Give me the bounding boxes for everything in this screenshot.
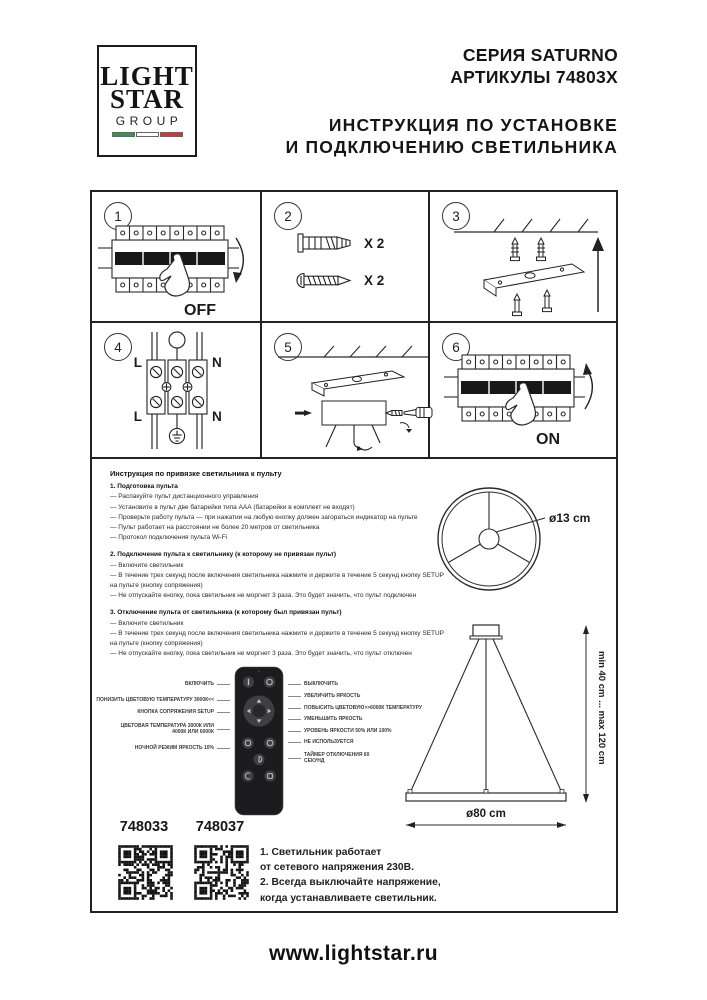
canopy-install-drawing (264, 343, 444, 455)
qr-code-748037 (189, 840, 253, 904)
screw-qty-label: X 2 (364, 273, 385, 288)
callout-line (288, 696, 301, 697)
callout-line (217, 684, 230, 685)
articles-line: АРТИКУЛЫ 74803X (450, 67, 618, 87)
pairing-section-3-heading: 3. Отключение пульта от светильника (к которому был привязан пульт) (110, 609, 342, 617)
details-panel (92, 459, 616, 911)
italian-flag-stripe (112, 132, 183, 137)
model-number-748033: 748033 (119, 819, 169, 835)
wire-label-l-top: L (133, 355, 142, 370)
callout-line (217, 712, 230, 713)
step-5-panel (262, 323, 430, 459)
callout-line (217, 748, 230, 749)
pairing-item: — Не отпускайте кнопку, пока светильник не моргнет 3 раза. Это будет значить, что пульт подключен (110, 592, 417, 600)
arrow-up (583, 363, 592, 375)
step-3-panel (430, 192, 616, 323)
callout-line (288, 731, 301, 732)
pairing-item: — Пульт работает на расстоянии не более 20 метров от светильника (110, 524, 320, 532)
note-line: 2. Всегда выключайте напряжение, (260, 877, 441, 889)
off-label: OFF (184, 302, 216, 319)
step-4-panel (92, 323, 262, 459)
remote-label-decrease-brightness: УМЕНЬШИТЬ ЯРКОСТЬ (288, 716, 448, 722)
night-mode-button[interactable] (242, 770, 253, 781)
remote-label-off-timer: ТАЙМЕР ОТКЛЮЧЕНИЯ 60 СЕКУНД (288, 752, 448, 764)
step-4-number: 4 (104, 333, 132, 361)
ir-emitter (258, 670, 260, 672)
step-1-panel (92, 192, 262, 323)
pairing-item: — Распакуйте пульт дистанционного управления (110, 493, 259, 501)
remote-label-off: ВЫКЛЮЧИТЬ (288, 681, 448, 687)
callout-line (288, 708, 301, 709)
step-2-number: 2 (274, 202, 302, 230)
lightstar-logo (97, 45, 197, 157)
wire-label-n-top: N (212, 355, 222, 370)
pairing-item: — Включите светильник (110, 561, 184, 569)
step-6-number: 6 (442, 333, 470, 361)
note-line: 1. Светильник работает (260, 847, 382, 858)
setup-button[interactable] (252, 704, 265, 717)
series-line: СЕРИЯ SATURNO (462, 45, 618, 65)
website-url[interactable]: www.lightstar.ru (269, 942, 438, 965)
note-line: когда устанавливаете светильник. (260, 892, 437, 904)
ceiling-bracket-drawing (436, 206, 612, 320)
remote-label-night-mode: НОЧНОЙ РЕЖИМ ЯРКОСТЬ 10% (92, 745, 230, 751)
note-line: от сетевого напряжения 230В. (260, 862, 414, 874)
qr-code-748033 (113, 840, 177, 904)
pairing-item: — Проверьте работу пульта — при нажатии на любую кнопку должен загораться индикатор на пульте (110, 513, 418, 521)
remote-label-brightness-level: УРОВЕНЬ ЯРКОСТИ 50% ИЛИ 100% (288, 728, 448, 734)
pairing-section-1-heading: 1. Подготовка пульта (110, 483, 178, 491)
safety-notes (260, 845, 441, 906)
step-5-number: 5 (274, 333, 302, 361)
circuit-breaker-on-drawing (442, 347, 604, 449)
remote-label-increase-brightness: УВЕЛИЧИТЬ ЯРКОСТЬ (288, 693, 448, 699)
remote-label-lower-color-temp: ПОНИЗИТЬ ЦВЕТОВУЮ ТЕМПЕРАТУРУ 3000К<< (92, 697, 230, 703)
pairing-item: — Включите светильник (110, 619, 184, 627)
flag-red (160, 132, 183, 137)
terminal-block-drawing (100, 329, 254, 455)
suspension-height-label: min 40 cm ... max 120 cm (596, 651, 607, 765)
step-2-panel (262, 192, 430, 323)
wire-label-n-bottom: N (212, 409, 222, 424)
step-3-number: 3 (442, 202, 470, 230)
callout-line (288, 742, 301, 743)
pairing-item: — Не отпускайте кнопку, пока светильник не моргнет 3 раза. Это будет значить, что пульт отключен (110, 650, 412, 658)
remote-label-not-used: НЕ ИСПОЛЬЗУЕТСЯ (288, 739, 448, 745)
pairing-item: — Установите в пульт две батарейки типа ААА (батарейки в комплект не входят) (110, 503, 355, 511)
remote-label-color-temp: ЦВЕТОВАЯ ТЕМПЕРАТУРА 3000К ИЛИ 4000К ИЛИ 6000К (92, 723, 230, 735)
step-1-number: 1 (104, 202, 132, 230)
pairing-title: Инструкция по привязке светильника к пульту (110, 469, 282, 478)
flag-green (112, 132, 135, 137)
pairing-item: — В течение трех секунд после включения светильника нажмите и держите в течение 5 секунд кнопку SETUP на пульте (кнопку сопряжения) (110, 571, 444, 590)
brightness-level-button[interactable] (264, 737, 275, 748)
remote-label-setup: КНОПКА СОПРЯЖЕНИЯ SETUP (92, 709, 230, 715)
pairing-section-2-heading: 2. Подключение пульта к светильнику (к которому не привязан пульт) (110, 551, 337, 559)
timer-button[interactable] (264, 770, 275, 781)
callout-line (288, 684, 301, 685)
anchor-screw-drawing (280, 226, 430, 310)
lamp-top-view-diagram (437, 467, 609, 617)
remote-label-on: ВКЛЮЧИТЬ (92, 681, 230, 687)
anchor-qty-label: X 2 (364, 236, 385, 251)
logo-text-group: GROUP (115, 114, 183, 128)
power-off-button[interactable] (264, 676, 275, 687)
arrow-down (233, 272, 242, 283)
remote-control (232, 666, 286, 816)
pairing-item: — В течение трех секунд после включения светильника нажмите и держите в течение 5 секунд кнопку SETUP на пульте (кнопку сопряжения) (110, 629, 444, 648)
step-6-panel (430, 323, 616, 459)
wire-label-l-bottom: L (133, 409, 142, 424)
color-temp-button[interactable] (242, 737, 253, 748)
ring-diameter-label: ø80 cm (466, 808, 506, 820)
on-glyph (248, 679, 249, 685)
top-view-diameter-label: ø13 cm (549, 511, 591, 525)
instruction-grid (90, 190, 618, 913)
circuit-breaker-off-drawing (96, 218, 258, 320)
series-title (450, 44, 618, 88)
callout-line (288, 758, 301, 759)
instruction-line-1: ИНСТРУКЦИЯ ПО УСТАНОВКЕ (328, 115, 618, 135)
logo-text-light: LIGHT (100, 61, 194, 91)
pairing-item: — Протокол подключения пульта Wi-Fi (110, 534, 228, 542)
callout-line (288, 719, 301, 720)
logo-text-star: STAR (109, 84, 185, 114)
model-number-748037: 748037 (195, 819, 245, 835)
remote-label-raise-color-temp: ПОВЫСИТЬ ЦВЕТОВУЮ>>6000К ТЕМПЕРАТУРУ (288, 705, 448, 711)
callout-line (217, 700, 230, 701)
arrow-up (592, 237, 604, 251)
callout-line (217, 729, 230, 730)
lamp-side-view-diagram (400, 621, 615, 833)
instruction-title (286, 114, 618, 158)
flag-white (136, 132, 159, 137)
on-label: ON (536, 431, 560, 448)
pairing-instructions (110, 469, 446, 659)
instruction-line-2: И ПОДКЛЮЧЕНИЮ СВЕТИЛЬНИКА (285, 137, 618, 157)
